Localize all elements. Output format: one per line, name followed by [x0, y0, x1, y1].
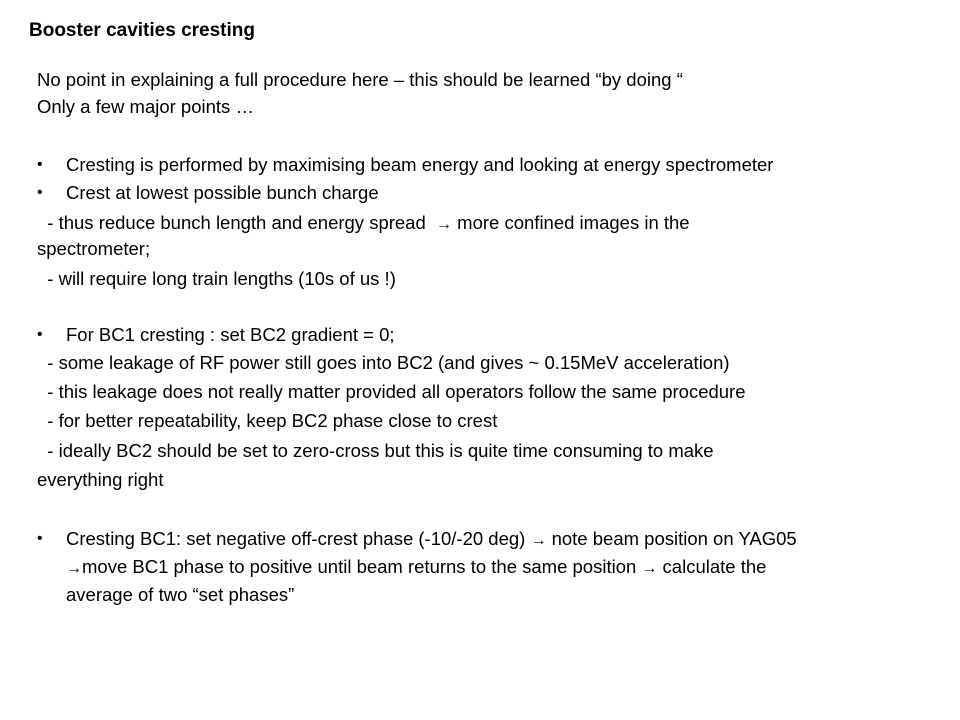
bullet-3-sub-4: - ideally BC2 should be set to zero-cross but this is quite time consuming to make — [37, 440, 714, 461]
bullet-marker: • — [37, 184, 43, 201]
bullet-4-line-2-part2: calculate the — [657, 556, 767, 577]
bullet-4-line-1-part1: Cresting BC1: set negative off-crest phase (-10/-20 deg) — [66, 528, 531, 549]
bullet-2-text: Crest at lowest possible bunch charge — [66, 182, 379, 203]
right-arrow-icon: → — [66, 560, 82, 577]
right-arrow-icon: → — [641, 560, 658, 577]
bullet-4-line-3: average of two “set phases” — [66, 584, 295, 605]
bullet-3-sub-2: - this leakage does not really matter provided all operators follow the same procedure — [37, 381, 746, 402]
bullet-3-sub-3: - for better repeatability, keep BC2 phase close to crest — [37, 410, 498, 431]
bullet-4-line-1 — [66, 526, 797, 554]
bullet-4-line-1-part2: note beam position on YAG05 — [546, 528, 797, 549]
bullet-marker: • — [37, 156, 43, 173]
bullet-2-sub-1 — [37, 210, 690, 238]
bullet-marker: • — [37, 326, 43, 343]
bullet-4-line-2-part1: move BC1 phase to positive until beam returns to the same position — [82, 556, 642, 577]
bullet-3-sub-4-cont: everything right — [37, 469, 164, 490]
bullet-1-text: Cresting is performed by maximising beam energy and looking at energy spectrometer — [66, 154, 774, 175]
bullet-3-sub-1: - some leakage of RF power still goes into BC2 (and gives ~ 0.15MeV acceleration) — [37, 352, 730, 373]
right-arrow-icon: → — [530, 532, 547, 549]
bullet-2-sub-1-cont: spectrometer; — [37, 238, 151, 259]
right-arrow-icon: → — [436, 216, 453, 233]
bullet-marker: • — [37, 530, 43, 547]
bullet-2-sub-2: - will require long train lengths (10s of us !) — [37, 268, 396, 289]
bullet-2-sub-1-part2: more confined images in the — [452, 212, 690, 233]
bullet-3-text: For BC1 cresting : set BC2 gradient = 0; — [66, 324, 395, 345]
bullet-2-sub-1-part1: - thus reduce bunch length and energy spread — [37, 212, 437, 233]
bullet-4-line-2 — [66, 554, 766, 582]
intro-line-1: No point in explaining a full procedure here – this should be learned “by doing “ — [37, 69, 683, 90]
slide-title: Booster cavities cresting — [29, 20, 255, 41]
intro-line-2: Only a few major points … — [37, 96, 254, 117]
